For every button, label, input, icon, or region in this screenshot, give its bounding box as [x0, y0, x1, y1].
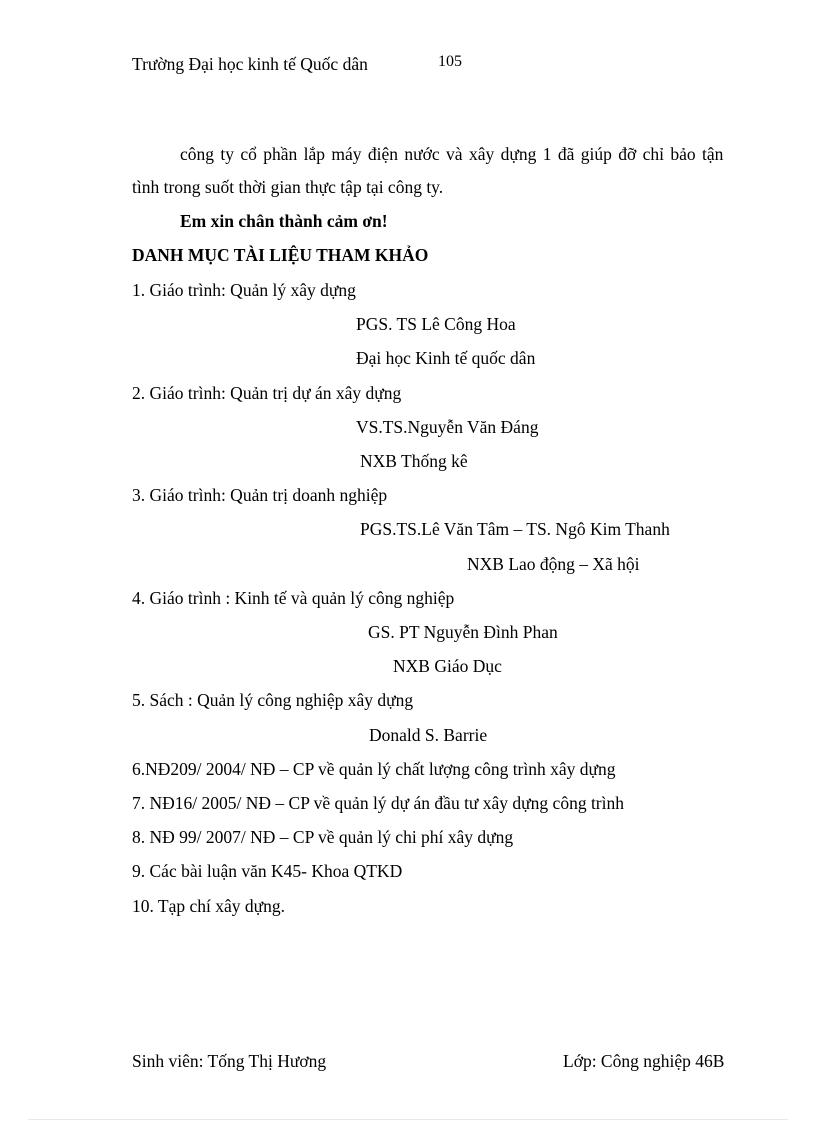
reference-9: 9. Các bài luận văn K45- Khoa QTKD [132, 861, 403, 881]
reference-4-title: 4. Giáo trình : Kinh tế và quản lý công nghiệp [132, 588, 455, 608]
reference-2-author: VS.TS.Nguyễn Văn Đáng [356, 417, 539, 437]
reference-5-title: 5. Sách : Quản lý công nghiệp xây dựng [132, 690, 414, 710]
paragraph-line-1: công ty cổ phần lắp máy điện nước và xây dựng 1 đã giúp đỡ chỉ bảo tận [180, 144, 724, 164]
reference-7: 7. NĐ16/ 2005/ NĐ – CP về quản lý dự án đầu tư xây dựng công trình [132, 793, 624, 813]
reference-3-author: PGS.TS.Lê Văn Tâm – TS. Ngô Kim Thanh [360, 519, 670, 539]
thanks-line: Em xin chân thành cảm ơn! [180, 211, 388, 231]
reference-2-publisher: NXB Thống kê [360, 451, 468, 471]
reference-1-publisher: Đại học Kinh tế quốc dân [356, 348, 536, 368]
paragraph-line-2: tình trong suốt thời gian thực tập tại công ty. [132, 177, 444, 197]
footer-student: Sinh viên: Tống Thị Hương [132, 1051, 327, 1071]
reference-5-author: Donald S. Barrie [369, 725, 488, 745]
reference-8: 8. NĐ 99/ 2007/ NĐ – CP về quản lý chi phí xây dựng [132, 827, 514, 847]
reference-4-author: GS. PT Nguyễn Đình Phan [368, 622, 558, 642]
footer-class: Lớp: Công nghiệp 46B [563, 1051, 725, 1071]
bottom-edge-line [28, 1119, 788, 1120]
header-school: Trường Đại học kinh tế Quốc dân [132, 54, 368, 74]
reference-3-publisher: NXB Lao động – Xã hội [467, 554, 640, 574]
reference-3-title: 3. Giáo trình: Quản trị doanh nghiệp [132, 485, 388, 505]
reference-1-title: 1. Giáo trình: Quản lý xây dựng [132, 280, 356, 300]
reference-6: 6.NĐ209/ 2004/ NĐ – CP về quản lý chất lượng công trình xây dựng [132, 759, 616, 779]
references-heading: DANH MỤC TÀI LIỆU THAM KHẢO [132, 245, 429, 265]
reference-1-author: PGS. TS Lê Công Hoa [356, 314, 516, 334]
header-page-number: 105 [438, 53, 462, 70]
reference-4-publisher: NXB Giáo Dục [393, 656, 502, 676]
reference-2-title: 2. Giáo trình: Quản trị dự án xây dựng [132, 383, 402, 403]
reference-10: 10. Tạp chí xây dựng. [132, 896, 286, 916]
